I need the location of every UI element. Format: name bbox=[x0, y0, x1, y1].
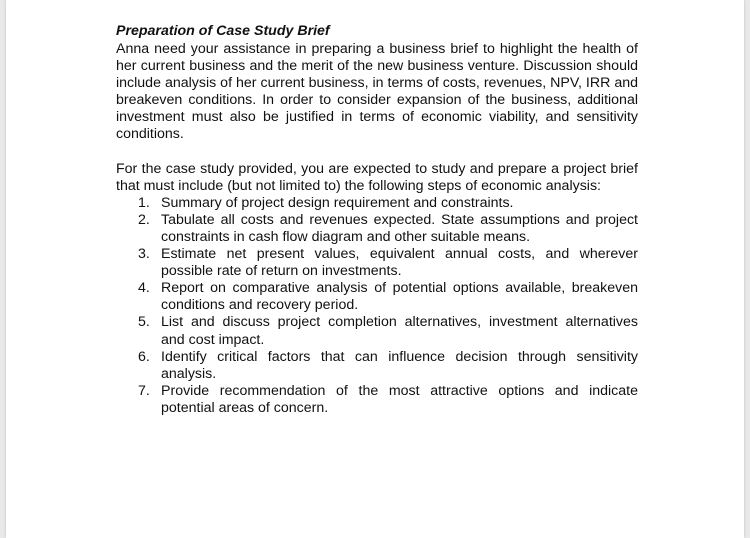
list-text: Summary of project design requirement and constraints. bbox=[161, 194, 514, 211]
list-item bbox=[116, 195, 638, 212]
list-text: Report on comparative analysis of potential options available, breakeven conditions and recovery period. bbox=[161, 280, 638, 314]
list-text: List and discuss project completion alternatives, investment alternatives and cost impact. bbox=[161, 314, 638, 348]
list-item bbox=[116, 212, 638, 246]
list-number: 3. bbox=[138, 246, 150, 263]
list-number: 1. bbox=[138, 194, 150, 211]
list-item bbox=[116, 280, 638, 314]
list-number: 7. bbox=[138, 382, 150, 399]
document-title: Preparation of Case Study Brief bbox=[116, 23, 330, 39]
steps-list bbox=[116, 195, 638, 417]
list-text: Provide recommendation of the most attractive options and indicate potential areas of concern. bbox=[161, 382, 638, 416]
list-item bbox=[116, 246, 638, 280]
document-page bbox=[6, 0, 744, 538]
intro-paragraph: Anna need your assistance in preparing a business brief to highlight the health of her current business and the merit of the new business venture. Discussion should include analysis of her current business, in terms of costs, revenues, NPV, IRR and breakeven conditions. In order to consider expansion of the business, additional investment must also be justified in terms of economic viability, and sensitivity conditions. bbox=[116, 41, 638, 143]
list-number: 2. bbox=[138, 211, 150, 228]
list-text: Estimate net present values, equivalent annual costs, and wherever possible rate of return on investments. bbox=[161, 246, 638, 280]
list-number: 4. bbox=[138, 280, 150, 297]
list-item bbox=[116, 383, 638, 417]
list-item bbox=[116, 349, 638, 383]
list-item bbox=[116, 314, 638, 348]
list-number: 5. bbox=[138, 314, 150, 331]
list-text: Tabulate all costs and revenues expected. State assumptions and project constraints in cash flow diagram and other suitable means. bbox=[161, 211, 638, 245]
document-content bbox=[116, 22, 638, 417]
list-text: Identify critical factors that can influence decision through sensitivity analysis. bbox=[161, 348, 638, 382]
requirements-paragraph: For the case study provided, you are expected to study and prepare a project brief that must include (but not limited to) the following steps of economic analysis: bbox=[116, 160, 638, 194]
list-number: 6. bbox=[138, 348, 150, 365]
